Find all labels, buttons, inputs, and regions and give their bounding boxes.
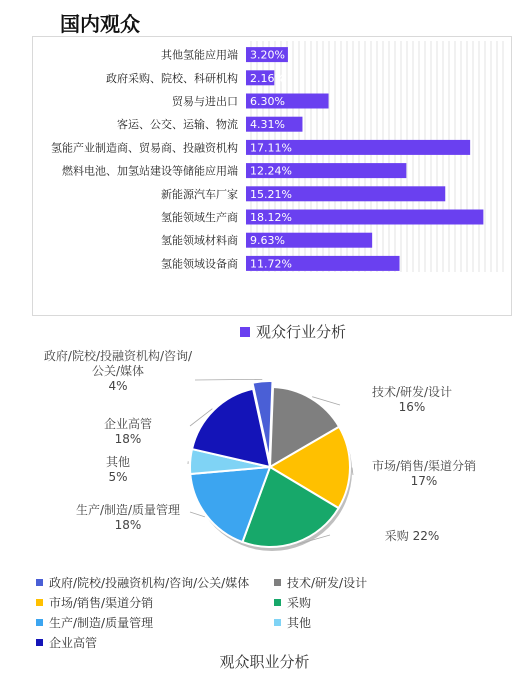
pie-legend-label: 政府/院校/投融资机构/咨询/公关/媒体 (49, 576, 250, 590)
pie-chart-title: 观众职业分析 (219, 653, 310, 671)
bar-category-label: 氢能领域材料商 (161, 234, 238, 248)
pie-legend-item (36, 634, 274, 651)
pie-legend-item (36, 574, 274, 591)
pie-legend-swatch (36, 639, 43, 646)
pie-legend-swatch (36, 579, 43, 586)
pie-slice-label: 生产/制造/质量管理 18% (75, 503, 181, 532)
bar-category-label: 贸易与进出口 (172, 95, 238, 108)
pie-legend-label: 市场/销售/渠道分销 (49, 596, 154, 610)
pie-legend-item (274, 594, 506, 611)
bar-legend-label: 观众行业分析 (256, 323, 347, 341)
pie-legend-swatch (36, 599, 43, 606)
bar-value-label: 9.63% (250, 234, 285, 248)
bar-value-label: 12.24% (250, 164, 292, 178)
pie-legend-label: 生产/制造/质量管理 (49, 616, 154, 630)
pie-legend (36, 574, 506, 651)
bar-category-label: 政府采购、院校、科研机构 (106, 71, 238, 85)
bar-value-label: 4.31% (250, 118, 285, 132)
pie-slice-label: 其他 5% (105, 455, 131, 484)
pie-slice-label: 政府/院校/投融资机构/咨询/公关/媒体 4% (43, 349, 193, 393)
pie-legend-label: 企业高管 (49, 636, 98, 650)
bar-value-label: 2.16% (250, 71, 285, 85)
pie-legend-item (36, 594, 274, 611)
pie-legend-swatch (274, 579, 281, 586)
pie-legend-item (36, 614, 274, 631)
pie-slice-label: 企业高管 18% (103, 417, 153, 446)
occupation-pie-chart (0, 330, 529, 590)
bar-value-label: 18.12% (250, 211, 292, 224)
pie-legend-label: 技术/研发/设计 (287, 576, 368, 590)
bar-value-label: 3.20% (250, 48, 285, 62)
pie-legend-label: 其他 (287, 616, 312, 630)
bar-value-label: 6.30% (250, 95, 285, 108)
bar-category-label: 燃料电池、加氢站建设等储能应用端 (62, 164, 238, 178)
pie-slice-label: 技术/研发/设计 16% (371, 385, 453, 414)
pie-legend-swatch (36, 619, 43, 626)
pie-legend-label: 采购 (287, 596, 312, 610)
bar-value-label: 17.11% (250, 141, 292, 155)
pie-legend-item (274, 574, 506, 591)
bar-category-label: 客运、公交、运输、物流 (117, 118, 238, 132)
bar-value-label: 11.72% (250, 257, 292, 271)
industry-bar-chart-panel (32, 36, 512, 341)
bar-category-label: 新能源汽车厂家 (161, 187, 238, 201)
bar-category-label: 氢能领域生产商 (161, 211, 238, 224)
occupation-pie-chart-area (0, 330, 529, 590)
bar-category-label: 氢能产业制造商、贸易商、投融资机构 (51, 141, 238, 155)
industry-bar-chart (33, 37, 511, 315)
bar-category-label: 氢能领域设备商 (161, 257, 238, 271)
page-title: 国内观众 (60, 12, 140, 36)
pie-legend-swatch (274, 619, 281, 626)
bar-category-label: 其他氢能应用端 (161, 48, 238, 62)
pie-slice-label: 采购 22% (384, 529, 440, 543)
pie-slice-label: 市场/销售/渠道分销 17% (371, 459, 477, 488)
pie-leader-line (190, 512, 205, 517)
pie-leader-line (352, 468, 353, 475)
pie-legend-item (274, 614, 506, 631)
bar-value-label: 15.21% (250, 187, 292, 201)
pie-leader-line (195, 379, 262, 380)
pie-legend-swatch (274, 599, 281, 606)
